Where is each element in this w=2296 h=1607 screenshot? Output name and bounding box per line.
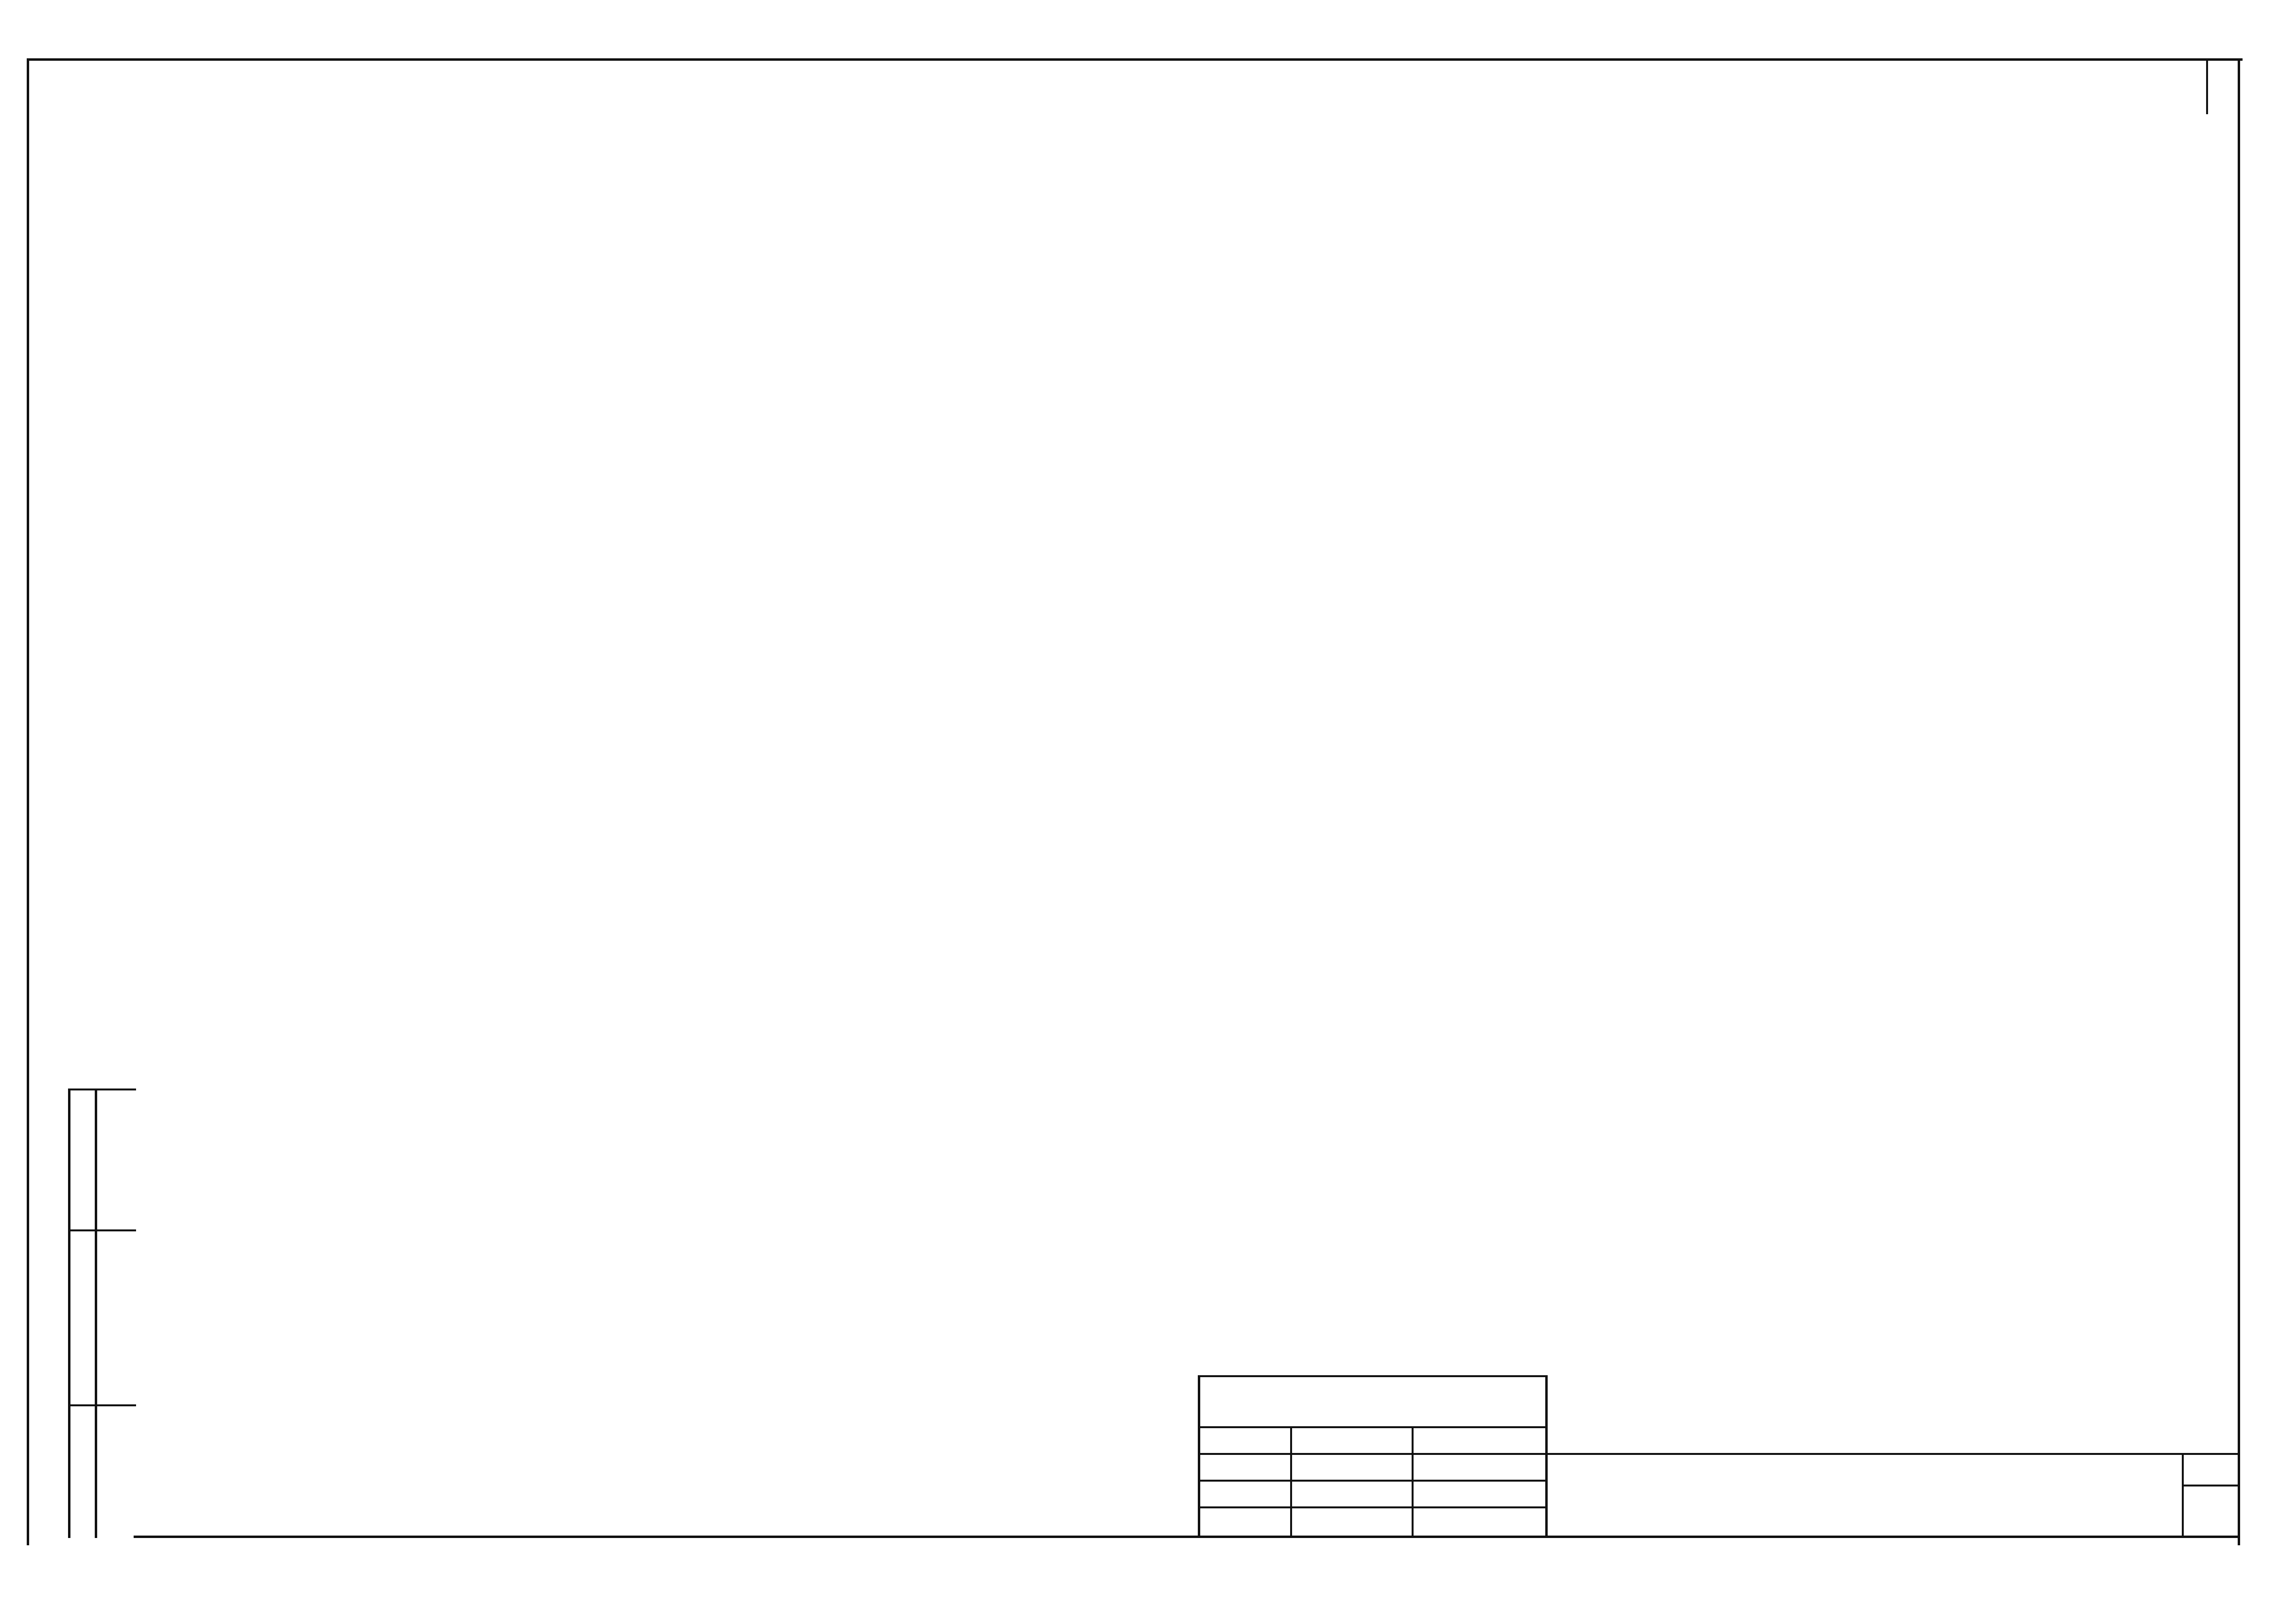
stamp-inv-podl [73,1392,92,1533]
stamp-top [68,1089,136,1090]
stamp-vzam-inv [73,1091,92,1232]
bind-col2 [1412,1426,1414,1538]
title-top [1545,1453,2240,1455]
bind-col1 [1290,1426,1292,1538]
sheet-left [2182,1453,2184,1538]
bind-row2 [1198,1453,1548,1455]
frame-right [2238,58,2240,1545]
bind-top [1198,1375,1548,1377]
corner-box [2206,58,2208,114]
sheet-divider [2182,1485,2240,1486]
bind-right [1545,1375,1548,1538]
bind-left [1198,1375,1200,1538]
bind-row4 [1198,1506,1548,1508]
bind-row1 [1198,1426,1548,1428]
stamp-signature-date [73,1246,92,1387]
stamp-left [68,1089,70,1538]
stamp-mid [95,1089,97,1538]
bind-row3 [1198,1480,1548,1482]
frame-left [27,58,29,1545]
frame-top [27,58,2243,61]
frame-bottom [134,1536,2240,1538]
